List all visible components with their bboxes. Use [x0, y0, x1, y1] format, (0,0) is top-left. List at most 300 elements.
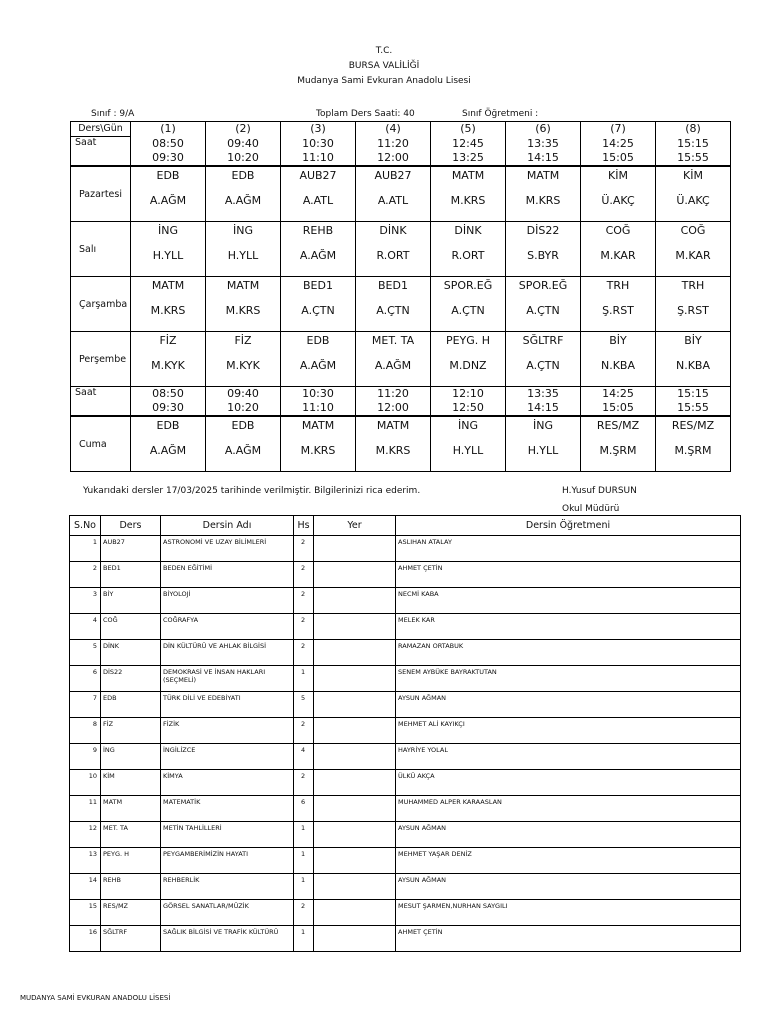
- total-hours-label: Toplam Ders Saati: 40: [316, 109, 415, 119]
- period-start-time: 13:35: [506, 386, 581, 401]
- course-row: [70, 536, 741, 562]
- lesson-code: DİNK: [379, 223, 407, 237]
- lesson-teacher: A.ATL: [302, 193, 334, 207]
- course-name: GÖRSEL SANATLAR/MÜZİK: [161, 900, 294, 926]
- lesson-cell: [356, 331, 431, 386]
- principal-title: Okul Müdürü: [562, 504, 620, 514]
- period-start-time: 08:50: [131, 386, 206, 401]
- lesson-teacher: M.DNZ: [449, 358, 487, 372]
- lesson-teacher: R.ORT: [451, 248, 485, 262]
- lesson-teacher: M.KRS: [525, 193, 561, 207]
- day-label: Salı: [79, 243, 97, 255]
- course-table-header: [70, 516, 741, 536]
- course-teacher: MESUT ŞARMEN,NURHAN SAYGILI: [396, 900, 741, 926]
- period-start-time: 10:30: [281, 137, 356, 151]
- lesson-code: MATM: [376, 418, 410, 432]
- lesson-cell: [581, 221, 656, 276]
- course-name: TÜRK DİLİ VE EDEBİYATI: [161, 692, 294, 718]
- course-sno: 14: [70, 874, 101, 900]
- time-row-a-start: [71, 137, 731, 151]
- lesson-cell: [356, 221, 431, 276]
- course-code: SĞLTRF: [101, 926, 161, 952]
- lesson-teacher: M.KRS: [300, 443, 336, 457]
- col-header-dersin-adi: Dersin Adı: [161, 516, 294, 536]
- course-name: FİZİK: [161, 718, 294, 744]
- course-code: BED1: [101, 562, 161, 588]
- period-end-time: 15:55: [656, 151, 731, 166]
- course-name: REHBERLİK: [161, 874, 294, 900]
- course-room: [314, 718, 396, 744]
- course-name: COĞRAFYA: [161, 614, 294, 640]
- course-hours: 1: [294, 926, 314, 952]
- lesson-code: İNG: [158, 223, 178, 237]
- header-governorship: BURSA VALİLİĞİ: [348, 61, 420, 71]
- course-teacher: AHMET ÇETİN: [396, 562, 741, 588]
- course-row: [70, 874, 741, 900]
- lesson-teacher: A.ÇTN: [451, 303, 485, 317]
- course-hours: 2: [294, 614, 314, 640]
- course-code: BİY: [101, 588, 161, 614]
- course-code: MATM: [101, 796, 161, 822]
- course-name: PEYGAMBERİMİZİN HAYATI: [161, 848, 294, 874]
- lesson-code: KİM: [608, 168, 628, 182]
- period-end-time: 10:20: [206, 401, 281, 416]
- lesson-teacher: R.ORT: [376, 248, 410, 262]
- course-room: [314, 536, 396, 562]
- course-name: MATEMATİK: [161, 796, 294, 822]
- lesson-code: TRH: [681, 278, 705, 292]
- lesson-teacher: Ü.AKÇ: [676, 193, 710, 207]
- lesson-code: MATM: [301, 418, 335, 432]
- course-room: [314, 744, 396, 770]
- course-name: KİMYA: [161, 770, 294, 796]
- course-code: RES/MZ: [101, 900, 161, 926]
- lesson-cell: [206, 416, 281, 472]
- course-teacher: MEHMET ALİ KAYIKÇI: [396, 718, 741, 744]
- course-code: REHB: [101, 874, 161, 900]
- period-start-time: 09:40: [206, 137, 281, 151]
- lesson-teacher: A.AĞM: [374, 358, 412, 372]
- course-hours: 2: [294, 718, 314, 744]
- period-end-time: 10:20: [206, 151, 281, 166]
- lesson-code: MATM: [151, 278, 185, 292]
- col-header-ders: Ders: [101, 516, 161, 536]
- lesson-code: EDB: [156, 168, 180, 182]
- lesson-teacher: A.ÇTN: [526, 303, 560, 317]
- lesson-cell: [431, 166, 506, 222]
- course-room: [314, 874, 396, 900]
- lesson-cell: [356, 166, 431, 222]
- period-end-time: 12:00: [356, 401, 431, 416]
- course-teacher: AHMET ÇETİN: [396, 926, 741, 952]
- course-sno: 13: [70, 848, 101, 874]
- course-code: DİS22: [101, 666, 161, 692]
- course-hours: 2: [294, 562, 314, 588]
- lesson-cell: [281, 331, 356, 386]
- lesson-teacher: H.YLL: [152, 248, 184, 262]
- time-row-a-end: [71, 151, 731, 166]
- course-room: [314, 614, 396, 640]
- lesson-code: EDB: [306, 333, 330, 347]
- course-row: [70, 796, 741, 822]
- lesson-cell: [581, 166, 656, 222]
- lesson-teacher: A.AĞM: [149, 443, 187, 457]
- lesson-teacher: A.ÇTN: [376, 303, 410, 317]
- lesson-teacher: S.BYR: [527, 248, 559, 262]
- lesson-cell: [431, 331, 506, 386]
- lesson-teacher: M.KRS: [375, 443, 411, 457]
- course-hours: 2: [294, 588, 314, 614]
- lesson-code: EDB: [156, 418, 180, 432]
- lesson-cell: [206, 276, 281, 331]
- course-name: SAĞLIK BİLGİSİ VE TRAFİK KÜLTÜRÜ: [161, 926, 294, 952]
- period-number: (3): [281, 122, 356, 137]
- lesson-cell: [656, 221, 731, 276]
- lesson-teacher: Ü.AKÇ: [601, 193, 635, 207]
- course-name: BİYOLOJİ: [161, 588, 294, 614]
- lesson-cell: [281, 276, 356, 331]
- lesson-cell: [506, 331, 581, 386]
- lesson-code: COĞ: [605, 223, 631, 237]
- lesson-code: RES/MZ: [671, 418, 715, 432]
- lesson-cell: [131, 166, 206, 222]
- lesson-code: SPOR.EĞ: [518, 278, 568, 292]
- course-teacher: AYSUN AĞMAN: [396, 692, 741, 718]
- lesson-cell: [131, 416, 206, 472]
- lesson-code: RES/MZ: [596, 418, 640, 432]
- saat-label: Saat: [71, 137, 131, 166]
- day-label: Pazartesi: [79, 188, 122, 200]
- course-teacher: RAMAZAN ORTABUK: [396, 640, 741, 666]
- course-sno: 11: [70, 796, 101, 822]
- header-school-name: Mudanya Sami Evkuran Anadolu Lisesi: [297, 76, 471, 86]
- lesson-code: KİM: [683, 168, 703, 182]
- lesson-teacher: H.YLL: [527, 443, 559, 457]
- lesson-code: FİZ: [234, 333, 252, 347]
- lesson-teacher: A.AĞM: [224, 193, 262, 207]
- course-teacher: MUHAMMED ALPER KARAASLAN: [396, 796, 741, 822]
- lesson-cell: [431, 416, 506, 472]
- lesson-code: MET. TA: [371, 333, 415, 347]
- lesson-cell: [131, 331, 206, 386]
- period-end-time: 14:15: [506, 151, 581, 166]
- course-room: [314, 640, 396, 666]
- period-end-time: 15:05: [581, 401, 656, 416]
- period-start-time: 14:25: [581, 386, 656, 401]
- lesson-code: SPOR.EĞ: [443, 278, 493, 292]
- course-list-table: [69, 515, 741, 952]
- day-row: [71, 221, 731, 276]
- lesson-teacher: M.KRS: [225, 303, 261, 317]
- course-hours: 1: [294, 848, 314, 874]
- lesson-teacher: H.YLL: [452, 443, 484, 457]
- period-end-time: 13:25: [431, 151, 506, 166]
- course-row: [70, 718, 741, 744]
- course-name: METİN TAHLİLLERİ: [161, 822, 294, 848]
- lesson-cell: [281, 166, 356, 222]
- course-code: DİNK: [101, 640, 161, 666]
- lesson-cell: [656, 331, 731, 386]
- course-room: [314, 900, 396, 926]
- header-tc: T.C.: [375, 46, 393, 56]
- course-sno: 6: [70, 666, 101, 692]
- course-sno: 9: [70, 744, 101, 770]
- course-name: BEDEN EĞİTİMİ: [161, 562, 294, 588]
- lesson-cell: [281, 221, 356, 276]
- day-row: [71, 416, 731, 472]
- course-sno: 2: [70, 562, 101, 588]
- day-label: Perşembe: [79, 353, 127, 365]
- course-hours: 2: [294, 900, 314, 926]
- time-row-b-end: [71, 401, 731, 416]
- course-room: [314, 926, 396, 952]
- course-teacher: SENEM AYBÜKE BAYRAKTUTAN: [396, 666, 741, 692]
- lesson-code: BİY: [684, 333, 702, 347]
- lesson-code: BİY: [609, 333, 627, 347]
- lesson-code: PEYG. H: [445, 333, 491, 347]
- course-teacher: MELEK KAR: [396, 614, 741, 640]
- lesson-cell: [656, 166, 731, 222]
- col-header-yer: Yer: [314, 516, 396, 536]
- lesson-cell: [356, 416, 431, 472]
- period-number: (6): [506, 122, 581, 137]
- period-start-time: 15:15: [656, 386, 731, 401]
- course-code: COĞ: [101, 614, 161, 640]
- course-sno: 4: [70, 614, 101, 640]
- course-row: [70, 614, 741, 640]
- course-hours: 2: [294, 640, 314, 666]
- course-row: [70, 666, 741, 692]
- lesson-cell: [506, 221, 581, 276]
- course-teacher: AYSUN AĞMAN: [396, 822, 741, 848]
- course-code: FİZ: [101, 718, 161, 744]
- lesson-cell: [206, 166, 281, 222]
- col-header-teacher: Dersin Öğretmeni: [396, 516, 741, 536]
- course-code: İNG: [101, 744, 161, 770]
- course-hours: 2: [294, 536, 314, 562]
- course-hours: 4: [294, 744, 314, 770]
- period-start-time: 12:10: [431, 386, 506, 401]
- lesson-cell: [281, 416, 356, 472]
- period-end-time: 15:05: [581, 151, 656, 166]
- course-hours: 6: [294, 796, 314, 822]
- lesson-cell: [206, 331, 281, 386]
- course-hours: 1: [294, 874, 314, 900]
- course-room: [314, 770, 396, 796]
- lesson-code: İNG: [458, 418, 478, 432]
- day-row: [71, 276, 731, 331]
- col-header-hs: Hs: [294, 516, 314, 536]
- lesson-teacher: A.ÇTN: [526, 358, 560, 372]
- period-end-time: 12:50: [431, 401, 506, 416]
- lesson-teacher: M.KYK: [226, 358, 260, 372]
- course-name: ASTRONOMİ VE UZAY BİLİMLERİ: [161, 536, 294, 562]
- class-teacher-label: Sınıf Öğretmeni :: [462, 109, 539, 119]
- course-teacher: ÜLKÜ AKÇA: [396, 770, 741, 796]
- lesson-cell: [431, 221, 506, 276]
- day-label: Cuma: [79, 438, 107, 450]
- lesson-cell: [506, 416, 581, 472]
- lesson-teacher: A.AĞM: [299, 358, 337, 372]
- lesson-cell: [206, 221, 281, 276]
- lesson-code: AUB27: [299, 168, 337, 182]
- period-start-time: 15:15: [656, 137, 731, 151]
- course-row: [70, 562, 741, 588]
- course-sno: 1: [70, 536, 101, 562]
- lesson-teacher: Ş.RST: [677, 303, 709, 317]
- course-code: MET. TA: [101, 822, 161, 848]
- period-number: (1): [131, 122, 206, 137]
- period-start-time: 13:35: [506, 137, 581, 151]
- day-name: [71, 331, 131, 386]
- course-code: EDB: [101, 692, 161, 718]
- period-start-time: 11:20: [356, 386, 431, 401]
- lesson-code: MATM: [226, 278, 260, 292]
- weekly-timetable: [70, 121, 731, 472]
- period-end-time: 11:10: [281, 151, 356, 166]
- lesson-cell: [356, 276, 431, 331]
- course-teacher: MEHMET YAŞAR DENİZ: [396, 848, 741, 874]
- course-room: [314, 666, 396, 692]
- lesson-code: MATM: [451, 168, 485, 182]
- course-sno: 3: [70, 588, 101, 614]
- period-end-time: 15:55: [656, 401, 731, 416]
- lesson-cell: [506, 276, 581, 331]
- lesson-code: COĞ: [680, 223, 706, 237]
- lesson-teacher: A.AĞM: [149, 193, 187, 207]
- day-name: [71, 276, 131, 331]
- lesson-code: DİS22: [526, 223, 560, 237]
- course-hours: 1: [294, 822, 314, 848]
- lesson-code: BED1: [378, 278, 408, 292]
- period-header-row: [71, 122, 731, 137]
- lesson-teacher: N.KBA: [600, 358, 635, 372]
- course-room: [314, 796, 396, 822]
- course-room: [314, 692, 396, 718]
- course-teacher: NECMİ KABA: [396, 588, 741, 614]
- course-room: [314, 588, 396, 614]
- lesson-teacher: Ş.RST: [602, 303, 634, 317]
- course-hours: 5: [294, 692, 314, 718]
- lesson-cell: [656, 416, 731, 472]
- course-teacher: ASLIHAN ATALAY: [396, 536, 741, 562]
- lesson-cell: [431, 276, 506, 331]
- class-label: Sınıf : 9/A: [91, 109, 135, 119]
- period-number: (2): [206, 122, 281, 137]
- course-code: KİM: [101, 770, 161, 796]
- lesson-code: EDB: [231, 168, 255, 182]
- period-start-time: 14:25: [581, 137, 656, 151]
- course-code: PEYG. H: [101, 848, 161, 874]
- lesson-cell: [581, 331, 656, 386]
- period-number: (5): [431, 122, 506, 137]
- course-sno: 7: [70, 692, 101, 718]
- period-number: (4): [356, 122, 431, 137]
- lesson-code: REHB: [302, 223, 334, 237]
- period-end-time: 09:30: [131, 151, 206, 166]
- period-number: (8): [656, 122, 731, 137]
- course-teacher: AYSUN AĞMAN: [396, 874, 741, 900]
- lesson-teacher: M.KAR: [600, 248, 636, 262]
- footer-note: Yukarıdaki dersler 17/03/2025 tarihinde verilmiştir. Bilgilerinizi rica ederim.: [83, 486, 421, 496]
- course-row: [70, 744, 741, 770]
- principal-name: H.Yusuf DURSUN: [562, 486, 637, 496]
- lesson-code: DİNK: [454, 223, 482, 237]
- lesson-cell: [506, 166, 581, 222]
- course-sno: 16: [70, 926, 101, 952]
- course-name: DEMOKRASİ VE İNSAN HAKLARI (SEÇMELİ): [161, 666, 294, 692]
- course-name: DİN KÜLTÜRÜ VE AHLAK BİLGİSİ: [161, 640, 294, 666]
- period-end-time: 14:15: [506, 401, 581, 416]
- lesson-cell: [656, 276, 731, 331]
- course-sno: 10: [70, 770, 101, 796]
- lesson-teacher: A.ATL: [377, 193, 409, 207]
- time-row-b-start: [71, 386, 731, 401]
- course-row: [70, 770, 741, 796]
- period-start-time: 10:30: [281, 386, 356, 401]
- course-row: [70, 822, 741, 848]
- course-sno: 8: [70, 718, 101, 744]
- course-name: İNGİLİZCE: [161, 744, 294, 770]
- saat-label: Saat: [71, 386, 131, 416]
- day-name: [71, 166, 131, 222]
- course-teacher: HAYRİYE YOLAL: [396, 744, 741, 770]
- day-label: Çarşamba: [79, 298, 128, 310]
- lesson-cell: [581, 416, 656, 472]
- lesson-teacher: A.AĞM: [224, 443, 262, 457]
- lesson-teacher: H.YLL: [227, 248, 259, 262]
- course-row: [70, 692, 741, 718]
- lesson-code: İNG: [533, 418, 553, 432]
- lesson-teacher: A.AĞM: [299, 248, 337, 262]
- lesson-teacher: N.KBA: [675, 358, 710, 372]
- lesson-code: BED1: [303, 278, 333, 292]
- period-end-time: 11:10: [281, 401, 356, 416]
- period-end-time: 09:30: [131, 401, 206, 416]
- lesson-code: FİZ: [159, 333, 177, 347]
- lesson-cell: [581, 276, 656, 331]
- course-row: [70, 640, 741, 666]
- period-start-time: 09:40: [206, 386, 281, 401]
- corner-cell: Ders\Gün: [71, 122, 131, 137]
- lesson-teacher: M.KAR: [675, 248, 711, 262]
- lesson-code: TRH: [606, 278, 630, 292]
- period-start-time: 11:20: [356, 137, 431, 151]
- course-code: AUB27: [101, 536, 161, 562]
- course-room: [314, 848, 396, 874]
- lesson-teacher: M.ŞRM: [599, 443, 637, 457]
- lesson-code: SĞLTRF: [522, 333, 564, 347]
- col-header-sno: S.No: [70, 516, 101, 536]
- course-sno: 12: [70, 822, 101, 848]
- course-row: [70, 588, 741, 614]
- lesson-teacher: A.ÇTN: [301, 303, 335, 317]
- day-name: [71, 221, 131, 276]
- lesson-cell: [131, 276, 206, 331]
- lesson-teacher: M.KRS: [450, 193, 486, 207]
- course-row: [70, 900, 741, 926]
- course-row: [70, 926, 741, 952]
- course-hours: 1: [294, 666, 314, 692]
- course-room: [314, 562, 396, 588]
- course-room: [314, 822, 396, 848]
- lesson-code: EDB: [231, 418, 255, 432]
- bottom-school-footer: MUDANYA SAMİ EVKURAN ANADOLU LİSESİ: [20, 994, 171, 1002]
- lesson-teacher: M.KRS: [150, 303, 186, 317]
- course-hours: 2: [294, 770, 314, 796]
- lesson-cell: [131, 221, 206, 276]
- lesson-code: MATM: [526, 168, 560, 182]
